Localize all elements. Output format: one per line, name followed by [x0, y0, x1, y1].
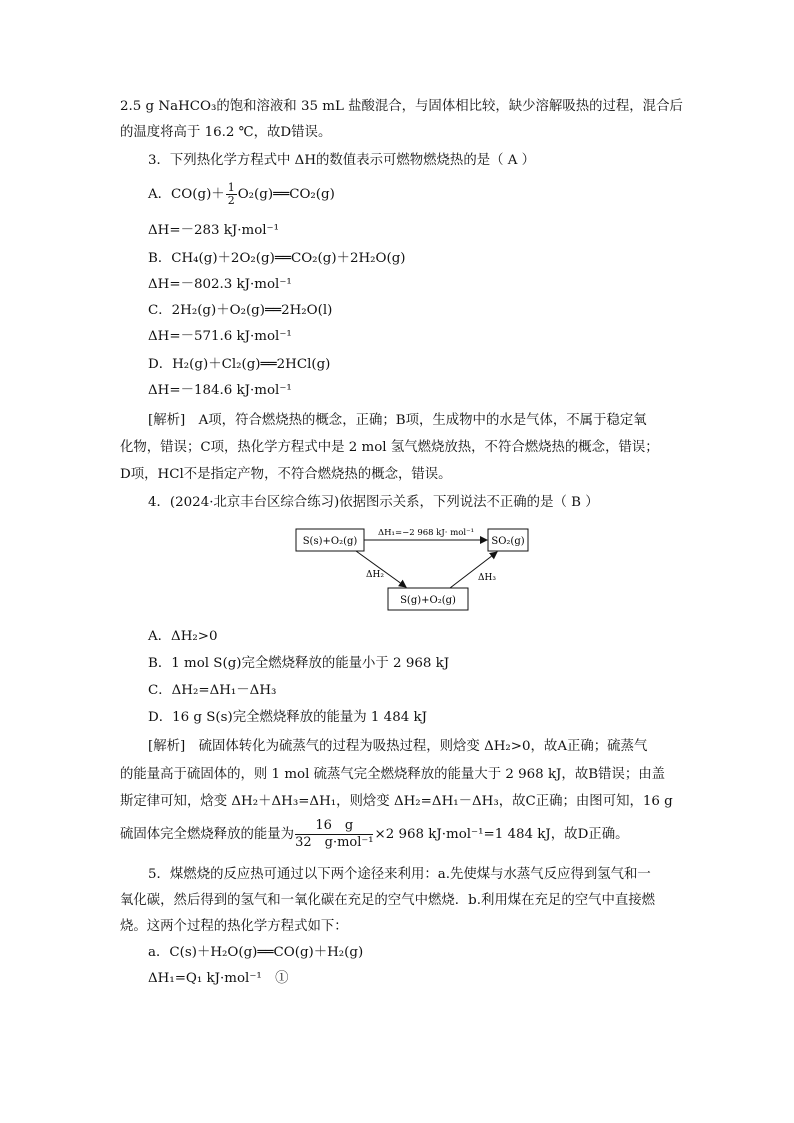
- q3-a-pre: A．CO(g)＋: [148, 187, 225, 202]
- q3-a-dh: ΔH=－283 kJ·mol⁻¹: [148, 223, 279, 238]
- label-dh2: ΔH₂: [366, 570, 384, 580]
- intro-line-1: 2.5 g NaHCO₃的饱和溶液和 35 mL 盐酸混合，与固体相比较，缺少溶解吸热的过程，混合后: [120, 99, 683, 114]
- intro-line-2: 的温度将高于 16.2 ℃，故D错误。: [120, 125, 332, 140]
- arrow-dh2: [356, 551, 406, 587]
- frac-den: 2: [227, 194, 235, 207]
- box-s-solid-label: S(s)+O₂(g): [302, 536, 358, 547]
- box-so2-label: SO₂(g): [491, 536, 525, 547]
- q4-option-a: A．ΔH₂>0: [148, 629, 218, 644]
- q3-analysis-3: D项，HCl不是指定产物，不符合燃烧热的概念，错误。: [120, 467, 452, 482]
- q4-option-c: C．ΔH₂=ΔH₁－ΔH₃: [148, 683, 277, 698]
- q4-ana4-pre: 硫固体完全燃烧释放的能量为: [120, 827, 295, 842]
- frac-mass-num: 16 g: [295, 818, 373, 835]
- q5-line-3: 烧。这两个过程的热化学方程式如下：: [120, 919, 348, 934]
- q4-option-d: D．16 g S(s)完全燃烧释放的能量为 1 484 kJ: [148, 710, 427, 725]
- q5-line-1: 5．煤燃烧的反应热可通过以下两个途径来利用：a.先使煤与水蒸气反应得到氢气和一: [148, 867, 651, 882]
- q3-option-a: [148, 180, 335, 210]
- q4-analysis-2: 的能量高于硫固体的，则 1 mol 硫蒸气完全燃烧释放的能量大于 2 968 kJ，故B错误；由盖: [120, 767, 665, 782]
- frac-mass-den: 32 g·mol⁻¹: [295, 835, 374, 850]
- q4-analysis-3: 斯定律可知，焓变 ΔH₂＋ΔH₃=ΔH₁，则焓变 ΔH₂=ΔH₁－ΔH₃，故C正确；由图可知，16 g: [120, 794, 673, 809]
- q3-stem: 3．下列热化学方程式中 ΔH的数值表示可燃物燃烧热的是（ A ）: [148, 153, 536, 168]
- q4-ana4-post: ×2 968 kJ·mol⁻¹=1 484 kJ，故D正确。: [374, 827, 629, 842]
- q3-a-post: O₂(g)══CO₂(g): [237, 187, 335, 202]
- q4-stem: 4．(2024·北京丰台区综合练习)依据图示关系，下列说法不正确的是（ B ）: [148, 495, 599, 510]
- box-s-gas-label: S(g)+O₂(g): [400, 595, 456, 606]
- q3-analysis-2: 化物，错误；C项，热化学方程式中是 2 mol 氢气燃烧放热，不符合燃烧热的概念，错误；: [120, 440, 659, 455]
- q3-d-dh: ΔH=－184.6 kJ·mol⁻¹: [148, 383, 292, 398]
- q4-analysis-4: [120, 816, 628, 854]
- q4-analysis-1: [解析] 硫固体转化为硫蒸气的过程为吸热过程，则焓变 ΔH₂>0，故A正确；硫蒸气: [148, 739, 648, 754]
- fraction-mass: [295, 818, 373, 851]
- q5-equation-a: a．C(s)＋H₂O(g)══CO(g)＋H₂(g): [148, 945, 364, 960]
- q3-analysis-1: [解析] A项，符合燃烧热的概念，正确；B项，生成物中的水是气体，不属于稳定氧: [148, 413, 647, 428]
- q3-c-dh: ΔH=－571.6 kJ·mol⁻¹: [148, 329, 292, 344]
- frac-num: 1: [227, 181, 235, 194]
- q5-dh1: ΔH₁=Q₁ kJ·mol⁻¹ ①: [148, 971, 289, 986]
- q5-line-2: 氧化碳，然后得到的氢气和一氧化碳在充足的空气中燃烧．b.利用煤在充足的空气中直接燃: [120, 893, 656, 908]
- label-dh3: ΔH₃: [478, 573, 496, 583]
- label-dh1: ΔH₁=−2 968 kJ· mol⁻¹: [378, 528, 474, 538]
- q3-option-c: C．2H₂(g)＋O₂(g)══2H₂O(l): [148, 303, 333, 318]
- q4-option-b: B．1 mol S(g)完全燃烧释放的能量小于 2 968 kJ: [148, 656, 450, 671]
- hess-cycle-diagram: [294, 522, 536, 614]
- q3-option-d: D．H₂(g)＋Cl₂(g)══2HCl(g): [148, 357, 331, 372]
- q3-option-b: B．CH₄(g)＋2O₂(g)══CO₂(g)＋2H₂O(g): [148, 251, 406, 266]
- fraction-half: [226, 182, 237, 207]
- q3-b-dh: ΔH=－802.3 kJ·mol⁻¹: [148, 277, 292, 292]
